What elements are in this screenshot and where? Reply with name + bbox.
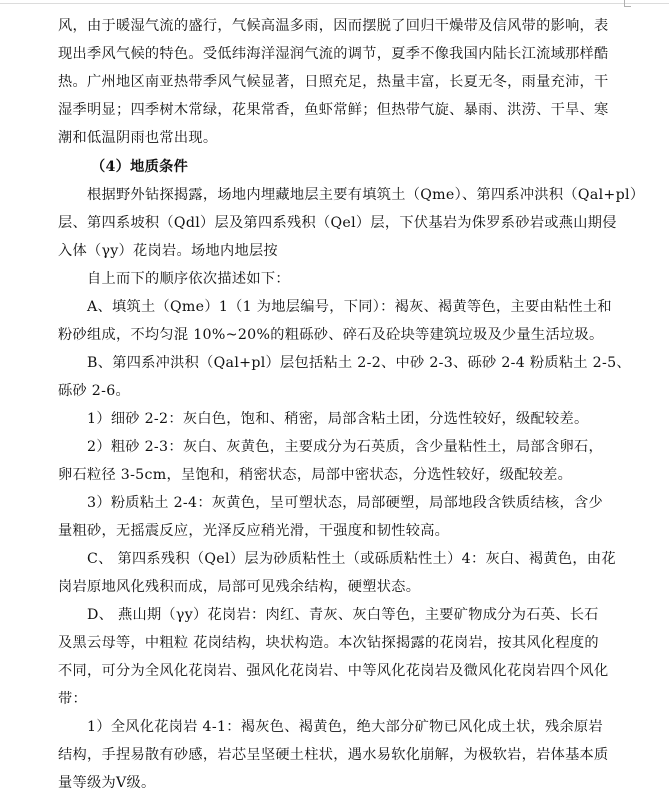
text-line: D、 燕山期（γy）花岗岩：肉红、青灰、灰白等色，主要矿物成分为石英、长石 (87, 607, 599, 623)
text-line: 2）粗砂 2-3：灰白、灰黄色，主要成分为石英质，含少量粘性土，局部含卵石， (87, 439, 603, 455)
text-line: C、 第四系残积（Qel）层为砂质粘性土（或砾质粘性土）4：灰白、褐黄色，由花 (87, 551, 616, 567)
text-line: 结构，手捏易散有砂感，岩芯呈坚硬土柱状，遇水易软化崩解，为极软岩，岩体基本质 (58, 747, 609, 763)
text-line: 潮和低温阴雨也常出现。 (58, 130, 218, 146)
text-line: 1）全风化花岗岩 4-1：褐灰色、褐黄色，绝大部分矿物已风化成土状，残余原岩 (87, 719, 603, 735)
text-line: 3）粉质粘土 2-4：灰黄色，呈可塑状态，局部硬塑，局部地段含铁质结核，含少 (87, 495, 603, 511)
text-line: 量粗砂，无摇震反应，光泽反应稍光滑，干强度和韧性较高。 (58, 523, 450, 539)
text-line: 根据野外钻探揭露，场地内埋藏地层主要有填筑土（Qme）、第四系冲洪积（Qal+pl） (87, 187, 645, 203)
text-line: 现出季风气候的特色。受低纬海洋湿润气流的调节，夏季不像我国内陆长江流域那样酷 (58, 46, 609, 62)
text-line: B、第四系冲洪积（Qal+pl）层包括粘土 2-2、中砂 2-3、砾砂 2-4 粉质粘土 2-5、 (87, 355, 631, 371)
page-corner-mark (624, 0, 631, 7)
text-line: 粉砂组成，不均匀混 10%~20%的粗砾砂、碎石及砼块等建筑垃圾及少量生活垃圾。 (58, 327, 604, 343)
text-line: 风，由于暖湿气流的盛行，气候高温多雨，因而摆脱了回归干燥带及信风带的影响，表 (58, 18, 609, 34)
text-line: 岗岩原地风化残积而成，局部可见残余结构，硬塑状态。 (58, 579, 421, 595)
text-line: 不同，可分为全风化花岗岩、强风化花岗岩、中等风化花岗岩及微风化花岗岩四个风化 (58, 663, 609, 679)
text-line: 砾砂 2-6。 (58, 383, 131, 399)
text-line: A、填筑土（Qme）1（1 为地层编号，下同）：褐灰、褐黄等色，主要由粘性土和 (87, 299, 612, 315)
text-line: 1）细砂 2-2：灰白色，饱和、稍密，局部含粘土团，分选性较好，级配较差。 (87, 411, 589, 427)
text-line: 自上而下的顺序依次描述如下： (87, 271, 290, 287)
text-line: 层、第四系坡积（Qdl）层及第四系残积（Qel）层，下伏基岩为侏罗系砂岩或燕山期侵 (58, 215, 617, 231)
text-line: 带： (58, 691, 87, 707)
text-line: 卵石粒径 3-5cm，呈饱和，稍密状态，局部中密状态，分选性较好，级配较差。 (58, 467, 573, 483)
page-top-rule (0, 3, 669, 4)
text-line: 入体（γy）花岗岩。场地内地层按 (58, 243, 278, 259)
text-line: 量等级为Ⅴ级。 (58, 775, 156, 791)
section-heading: （4）地质条件 (91, 159, 189, 175)
text-line: 湿季明显；四季树木常绿，花果常香，鱼虾常鲜；但热带气旋、暴雨、洪涝、干旱、寒 (58, 102, 609, 118)
text-line: 热。广州地区南亚热带季风气候显著，日照充足，热量丰富，长夏无冬，雨量充沛，干 (58, 74, 609, 90)
text-line: 及黑云母等，中粗粒 花岗结构，块状构造。本次钻探揭露的花岗岩，按其风化程度的 (58, 635, 599, 651)
